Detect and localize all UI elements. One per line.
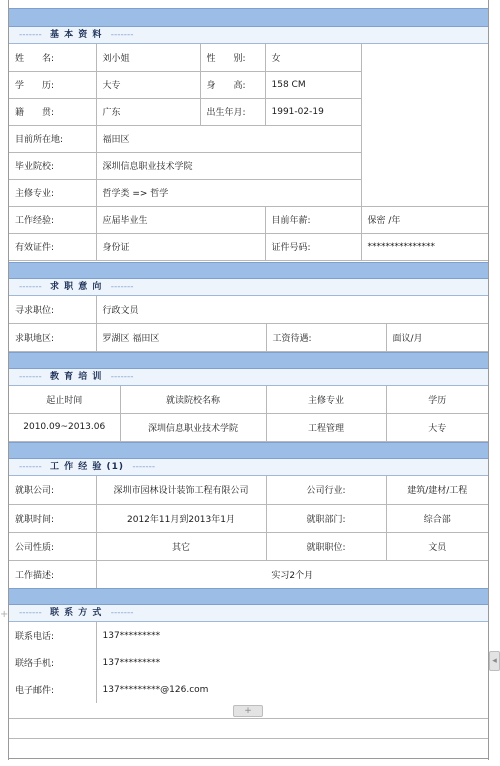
resume-page <box>8 0 489 760</box>
location-value: 福田区 <box>96 125 361 152</box>
gender-value: 女 <box>265 44 361 71</box>
origin-value: 广东 <box>96 98 200 125</box>
experience-label: 工作经验: <box>9 206 96 233</box>
section-band <box>9 588 488 605</box>
dept-label: 就职部门: <box>266 504 386 532</box>
edu-header-degree: 学历 <box>386 386 488 413</box>
name-label: 姓 名: <box>9 44 96 71</box>
divider <box>9 738 488 739</box>
contact-table <box>9 622 488 703</box>
edu-degree: 大专 <box>386 413 488 441</box>
id-type-value: 身份证 <box>96 233 265 260</box>
section-band <box>9 352 488 369</box>
intent-table <box>9 296 488 352</box>
pay-value: 面议/月 <box>386 323 488 351</box>
position-label: 寻求职位: <box>9 296 96 323</box>
company-value: 深圳市园林设计装饰工程有限公司 <box>96 476 266 504</box>
email-value: 137*********@126.com <box>102 684 209 695</box>
edu-header-major: 主修专业 <box>266 386 386 413</box>
section-title-intent: ------- 求 职 意 向 ------- <box>9 279 488 296</box>
phone-value: 137********* <box>102 630 161 641</box>
mobile-value: 137********* <box>102 657 161 668</box>
position-value: 行政文员 <box>96 296 488 323</box>
birth-label: 出生年月: <box>200 98 265 125</box>
salary-label: 目前年薪: <box>265 206 361 233</box>
edu-major: 工程管理 <box>266 413 386 441</box>
salary-value: 保密 /年 <box>361 206 488 233</box>
birth-value: 1991-02-19 <box>265 98 361 125</box>
crosshair-icon: + <box>0 609 9 620</box>
area-value: 罗湖区 福田区 <box>96 323 266 351</box>
section-title-work: ------- 工 作 经 验 (1) ------- <box>9 459 488 476</box>
major-label: 主修专业: <box>9 179 96 206</box>
section-band <box>9 8 488 27</box>
period-label: 就职时间: <box>9 504 96 532</box>
major-value: 哲学类 => 哲学 <box>96 179 361 206</box>
page-bottom-border <box>8 758 489 759</box>
edu-school: 深圳信息职业技术学院 <box>120 413 266 441</box>
origin-label: 籍 贯: <box>9 98 96 125</box>
collapse-side-icon[interactable]: ◂ <box>489 651 500 671</box>
school-value: 深圳信息职业技术学院 <box>96 152 361 179</box>
desc-label: 工作描述: <box>9 560 96 588</box>
industry-value: 建筑/建材/工程 <box>386 476 488 504</box>
photo-area <box>361 44 488 206</box>
edu-header-school: 就读院校名称 <box>120 386 266 413</box>
basic-info-table <box>9 44 488 261</box>
gender-label: 性 别: <box>200 44 265 71</box>
edu-header-period: 起止时间 <box>9 386 120 413</box>
phone-label: 联系电话: <box>9 622 96 649</box>
add-row-icon[interactable]: + <box>233 705 263 717</box>
section-title-contact: ------- 联 系 方 式 ------- <box>9 605 488 622</box>
section-band <box>9 262 488 279</box>
job-value: 文员 <box>386 532 488 560</box>
id-number-label: 证件号码: <box>265 233 361 260</box>
email-label: 电子邮件: <box>9 676 96 703</box>
location-label: 目前所在地: <box>9 125 96 152</box>
area-label: 求职地区: <box>9 323 96 351</box>
section-band <box>9 442 488 459</box>
nature-label: 公司性质: <box>9 532 96 560</box>
job-label: 就职职位: <box>266 532 386 560</box>
height-label: 身 高: <box>200 71 265 98</box>
experience-value: 应届毕业生 <box>96 206 265 233</box>
pay-label: 工资待遇: <box>266 323 386 351</box>
edu-period: 2010.09~2013.06 <box>9 413 120 441</box>
height-value: 158 CM <box>265 71 361 98</box>
education-value: 大专 <box>96 71 200 98</box>
work-table <box>9 476 488 589</box>
table-row <box>9 413 488 441</box>
education-table <box>9 386 488 442</box>
period-value: 2012年11月到2013年1月 <box>96 504 266 532</box>
dept-value: 综合部 <box>386 504 488 532</box>
id-type-label: 有效证件: <box>9 233 96 260</box>
nature-value: 其它 <box>96 532 266 560</box>
school-label: 毕业院校: <box>9 152 96 179</box>
divider <box>9 718 488 719</box>
mobile-label: 联络手机: <box>9 649 96 676</box>
section-title-basic: ------- 基 本 资 料 ------- <box>9 27 488 44</box>
company-label: 就职公司: <box>9 476 96 504</box>
desc-value: 实习2个月 <box>96 560 488 588</box>
education-label: 学 历: <box>9 71 96 98</box>
name-value: 刘小姐 <box>96 44 200 71</box>
id-number-value: *************** <box>361 233 488 260</box>
industry-label: 公司行业: <box>266 476 386 504</box>
section-title-education: ------- 教 育 培 训 ------- <box>9 369 488 386</box>
